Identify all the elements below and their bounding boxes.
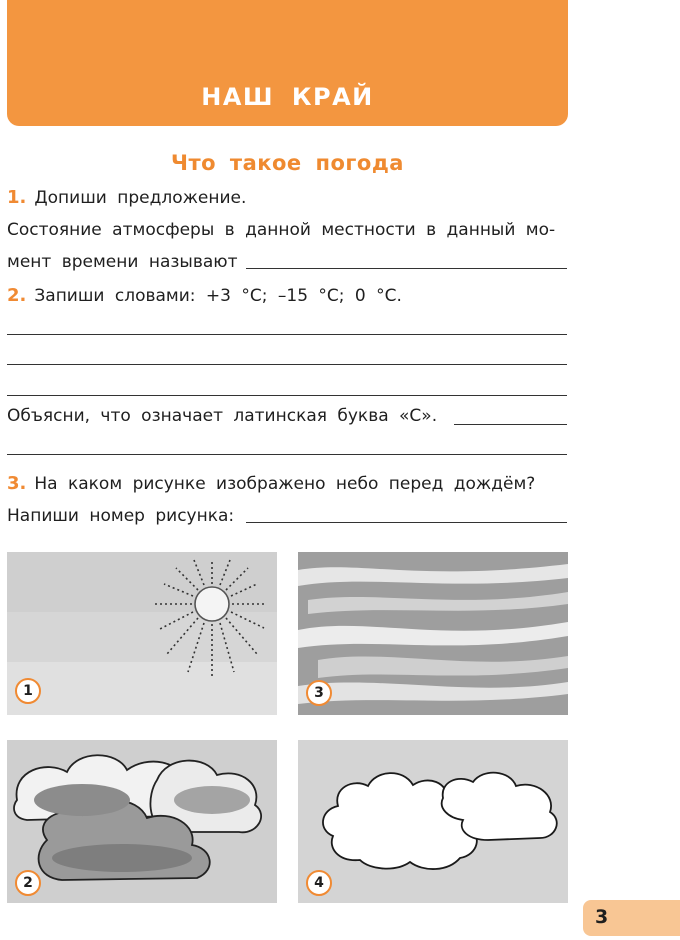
page-number: 3 — [595, 906, 609, 928]
task2-number: 2. — [7, 285, 27, 306]
task1-instruction: Допиши предложение. — [34, 188, 247, 208]
task2-answer-line-1[interactable] — [7, 334, 567, 335]
picture-1-badge: 1 — [15, 678, 41, 704]
white-clouds-picture[interactable] — [298, 740, 568, 903]
wispy-clouds-picture[interactable] — [298, 552, 568, 715]
task2-header — [7, 285, 402, 307]
sun-picture[interactable] — [7, 552, 277, 715]
picture-2-badge: 2 — [15, 870, 41, 896]
task2-answer-line-3[interactable] — [7, 395, 567, 396]
lesson-title: Что такое погода — [171, 151, 404, 175]
task2-explain-answer-line-2[interactable] — [7, 454, 567, 455]
task1-number: 1. — [7, 187, 27, 208]
task1-text-line1: Состояние атмосферы в данной местности в данный мо- — [7, 220, 556, 240]
task1-answer-line[interactable] — [246, 268, 567, 269]
task1-header — [7, 187, 246, 209]
page-number-tab — [583, 900, 680, 936]
picture-3-badge: 3 — [306, 680, 332, 706]
picture-4-badge: 4 — [306, 870, 332, 896]
task3-prompt: Напиши номер рисунка: — [7, 506, 235, 526]
rain-clouds-picture[interactable] — [7, 740, 277, 903]
task2-answer-line-2[interactable] — [7, 364, 567, 365]
task2-explain: Объясни, что означает латинская буква «С». — [7, 406, 438, 426]
task2-instruction: Запиши словами: +3 °С; –15 °С; 0 °С. — [34, 286, 402, 306]
chapter-banner — [7, 0, 568, 126]
task3-number: 3. — [7, 473, 27, 494]
task1-text-line2: мент времени называют — [7, 252, 238, 272]
task3-question: На каком рисунке изображено небо перед дождём? — [34, 474, 536, 494]
task3-answer-line[interactable] — [246, 522, 567, 523]
chapter-title: НАШ КРАЙ — [201, 83, 374, 111]
task2-explain-answer-line[interactable] — [454, 424, 567, 425]
task3-header — [7, 473, 535, 495]
